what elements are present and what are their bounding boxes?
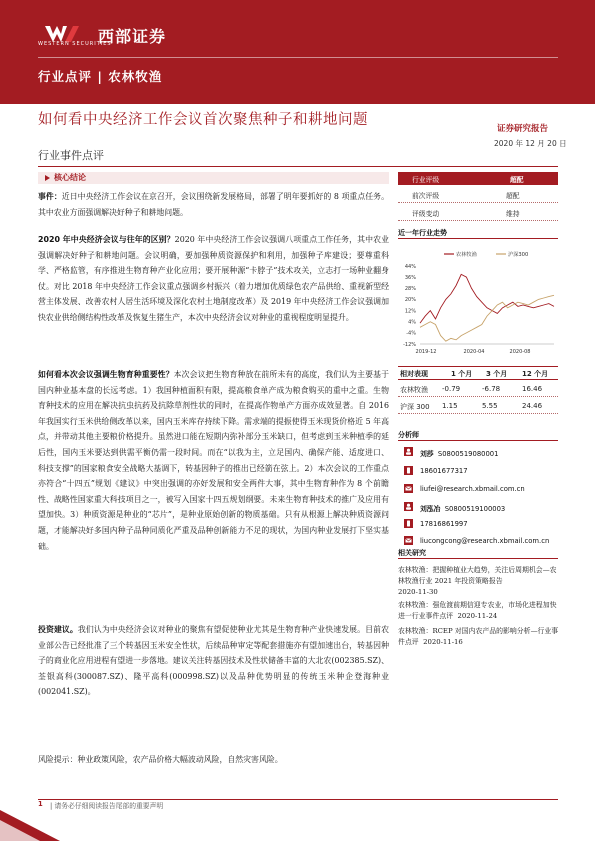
rating-header [398, 172, 558, 185]
table-cell: 1.15 [442, 402, 458, 410]
paragraph-bio-breeding [38, 367, 389, 554]
page-subtitle: 行业事件点评 [38, 149, 104, 162]
analyst-name-cert [420, 448, 498, 458]
performance-header-cell: 12 个月 [522, 370, 549, 378]
report-date: 2020 年 12 月 20 日 [494, 139, 567, 148]
related-report-date: 2020-11-24 [457, 612, 498, 621]
logo-cn-text: 西部证券 [98, 27, 167, 46]
paragraph-lead: 投资建议。 [38, 625, 78, 634]
trend-chart-title: 近一年行业走势 [398, 229, 447, 237]
paragraph-body: 2020 年中央经济工作会议强调八项重点工作任务，其中农业强调解决好种子和耕地问题。会议明确，要加强种质资源保护和利用，加强种子库建设；要尊重科学、严格监管，有序推进生物育种产业化应用；要开展种源“卡脖子”技术攻关，立志打一场种业翻身仗。对比 2018 年中央经济工作会议重点强调乡村振兴（着力增加优质绿色农产品供给、重视新型经营主体发展、改善农村人居生活环境及深化农村土地制度改革）及 2019 年中央经济工作会议强调加快农业供给侧结构性改革及恢复生猪生产，本次中央经济会议对种业的重视程度明显提升。 [38, 235, 390, 322]
y-tick-label: -4% [406, 330, 416, 337]
related-report-text: 农林牧渔：强危渡前期信迎专农业，市场化进程加快进一行业事件点评 [398, 601, 557, 621]
report-type-label: 证券研究报告 [497, 124, 549, 134]
person-icon [404, 447, 413, 456]
performance-header-cell: 1 个月 [451, 370, 473, 378]
analyst-email[interactable]: liucongcong@research.xbmail.com.cn [420, 537, 550, 545]
y-tick-label: 12% [404, 308, 416, 315]
rating-row-divider [398, 202, 558, 203]
report-category: 行业点评 | 农林牧渔 [38, 69, 163, 84]
email-icon [404, 484, 413, 493]
table-cell: 农林牧渔 [400, 386, 428, 394]
y-tick-label: 28% [404, 286, 416, 293]
related-report-item[interactable] [398, 600, 560, 622]
related-report-item[interactable] [398, 626, 560, 648]
phone-icon [404, 466, 413, 475]
triangle-marker-icon [45, 175, 50, 181]
rating-header-value: 超配 [510, 176, 524, 184]
related-divider [398, 558, 558, 559]
related-report-item[interactable] [398, 565, 560, 598]
email-icon [404, 536, 413, 545]
x-tick-label: 2019-12 [415, 349, 437, 355]
paragraph-difference [38, 232, 389, 326]
x-tick-label: 2020-08 [509, 349, 531, 355]
performance-table-header [398, 366, 558, 380]
paragraph-body: 我们认为中央经济会议对种业的聚焦有望促使种业尤其是生物育种产业快速发展。目前农业部公告已经批准了三个转基因玉米安全性状，后续品种审定等配套措施亦有望加速出台，转基因种子的商业化应用进程有望进一步落地。建议关注转基因技术及性状储备丰富的大北农(002385.SZ)、荃银高科(300087.SZ)、隆平高科(000998.SZ)以及品种优势明显的传统玉米种企登海种业(002041.SZ)。 [38, 625, 389, 697]
table-cell: 16.46 [522, 385, 543, 393]
rating-header-label: 行业评级 [412, 176, 440, 184]
person-icon [404, 502, 413, 511]
header-divider [38, 57, 558, 58]
related-report-text: 农林牧渔：RCEP 对国内农产品的影响分析—行业事件点评 [398, 627, 559, 647]
paragraph-investment [38, 622, 389, 700]
table-cell: 5.55 [482, 402, 498, 410]
legend-label: 农林牧渔 [456, 252, 477, 258]
series-line [420, 295, 554, 341]
x-tick-label: 2020-04 [463, 349, 485, 355]
table-row [398, 384, 558, 397]
performance-header-cell: 相对表现 [400, 370, 428, 378]
paragraph-lead: 如何看本次会议强调生物育种重要性？ [38, 370, 174, 379]
related-section-title: 相关研究 [398, 549, 426, 557]
performance-header-cell: 3 个月 [486, 370, 508, 378]
analyst-phone: 17816861997 [420, 520, 468, 528]
paragraph-body: 近日中央经济工作会议在京召开，会议围绕新发展格局，部署了明年要抓好的 8 项重点任务。其中农业方面强调解决好种子和耕地问题。 [38, 192, 389, 217]
analyst-divider [398, 440, 558, 441]
y-tick-label: -12% [403, 341, 416, 348]
paragraph-lead: 2020 年中央经济会议与往年的区别？ [38, 235, 175, 244]
summary-heading-bar [38, 172, 389, 184]
y-tick-label: 44% [404, 263, 416, 270]
analyst-cert: S0800519080001 [437, 450, 499, 458]
trend-title-divider [398, 238, 558, 239]
rating-row-label: 评级变动 [412, 210, 440, 218]
y-tick-label: 20% [404, 297, 416, 304]
analyst-name: 刘莎 [420, 450, 434, 458]
related-report-date: 2020-11-16 [423, 638, 463, 647]
paragraph-event [38, 189, 389, 220]
table-cell: -6.78 [482, 385, 501, 393]
rating-row-divider [398, 220, 558, 221]
y-tick-label: 4% [408, 319, 416, 326]
trend-chart [398, 244, 558, 362]
report-header-band [0, 0, 595, 104]
related-report-text: 农林牧渔：把握种植业大趋势，关注后周期机会—农林牧渔行业 2021 年投资策略报告 [398, 566, 557, 586]
table-cell: -0.79 [442, 385, 461, 393]
y-tick-label: 36% [404, 274, 416, 281]
risk-warning: 风险提示：种业政策风险，农产品价格大幅波动风险，自然灾害风险。 [38, 755, 283, 764]
legend-label: 沪深300 [508, 252, 529, 258]
analyst-cert: S0800519100003 [444, 505, 506, 513]
rating-row-value: 超配 [506, 192, 520, 200]
analyst-email[interactable]: liufei@research.xbmail.com.cn [420, 485, 525, 493]
table-cell: 24.46 [522, 402, 543, 410]
phone-icon [404, 519, 413, 528]
rating-row-label: 前次评级 [412, 192, 440, 200]
footer-disclaimer: | 请务必仔细阅读报告尾部的重要声明 [50, 802, 164, 810]
summary-heading: 核心结论 [54, 173, 86, 182]
footer-decoration [0, 810, 595, 841]
analyst-name-cert [420, 503, 505, 513]
analyst-phone: 18601677317 [420, 467, 468, 475]
paragraph-lead: 事件： [38, 192, 62, 201]
analyst-name: 刘泓冶 [420, 505, 441, 513]
page-number: 1 [38, 800, 43, 808]
table-row [398, 401, 558, 414]
logo-en-text: WESTERN SECURITIES [38, 41, 112, 47]
title-divider [38, 166, 558, 167]
page-title: 如何看中央经济工作会议首次聚焦种子和耕地问题 [38, 112, 368, 128]
rating-row-value: 维持 [506, 210, 520, 218]
table-cell: 沪深 300 [400, 403, 430, 411]
related-report-date: 2020-11-30 [398, 588, 438, 597]
analyst-section-title: 分析师 [398, 431, 419, 439]
paragraph-body: 本次会议把生物育种放在前所未有的高度，我们认为主要基于国内种业基本盘的长远考虑。1）我国种植面积有限，提高粮食单产成为粮食购买的重中之重。生物育种技术的应用在解决抗虫抗药及抗除草剂性状的同时，在提高作物单产方面亦成效显著。自 2016 年我国实行玉米供给侧改革以来，国内玉米库存持续下降。需求端的提振使得玉米现货价格近 5 年高点，并带动其他主要粮价格提升。虽然进口能在短期内弥补部分玉米缺口，但考虑到玉米种植季的延后性，国内玉米要达到供需平衡仍需一段时间。而在“以我为主，立足国内、确保产能、适度进口、科技支撑”的国家粮食安全战略大基调下，转基因种子的推出已经箭在弦上。2）本次会议的工作重点亦符合“十四五”规划《建议》中突出强调的亦好发展和安全两件大事，其中生物育种作为 8 个前瞻性、战略性国家重大科技项目之一，被写入国家十四五规划纲要。未来生物育种技术的推广及应用有望加快。3）种质资源是种业的“芯片”，是种业原始创新的物质基础。只有从根源上解决种质资源问题，才能解决好多国内种子品种同质化严重及品种创新能力不足的现状，为国内种业发展打下坚实基础。 [38, 370, 389, 551]
